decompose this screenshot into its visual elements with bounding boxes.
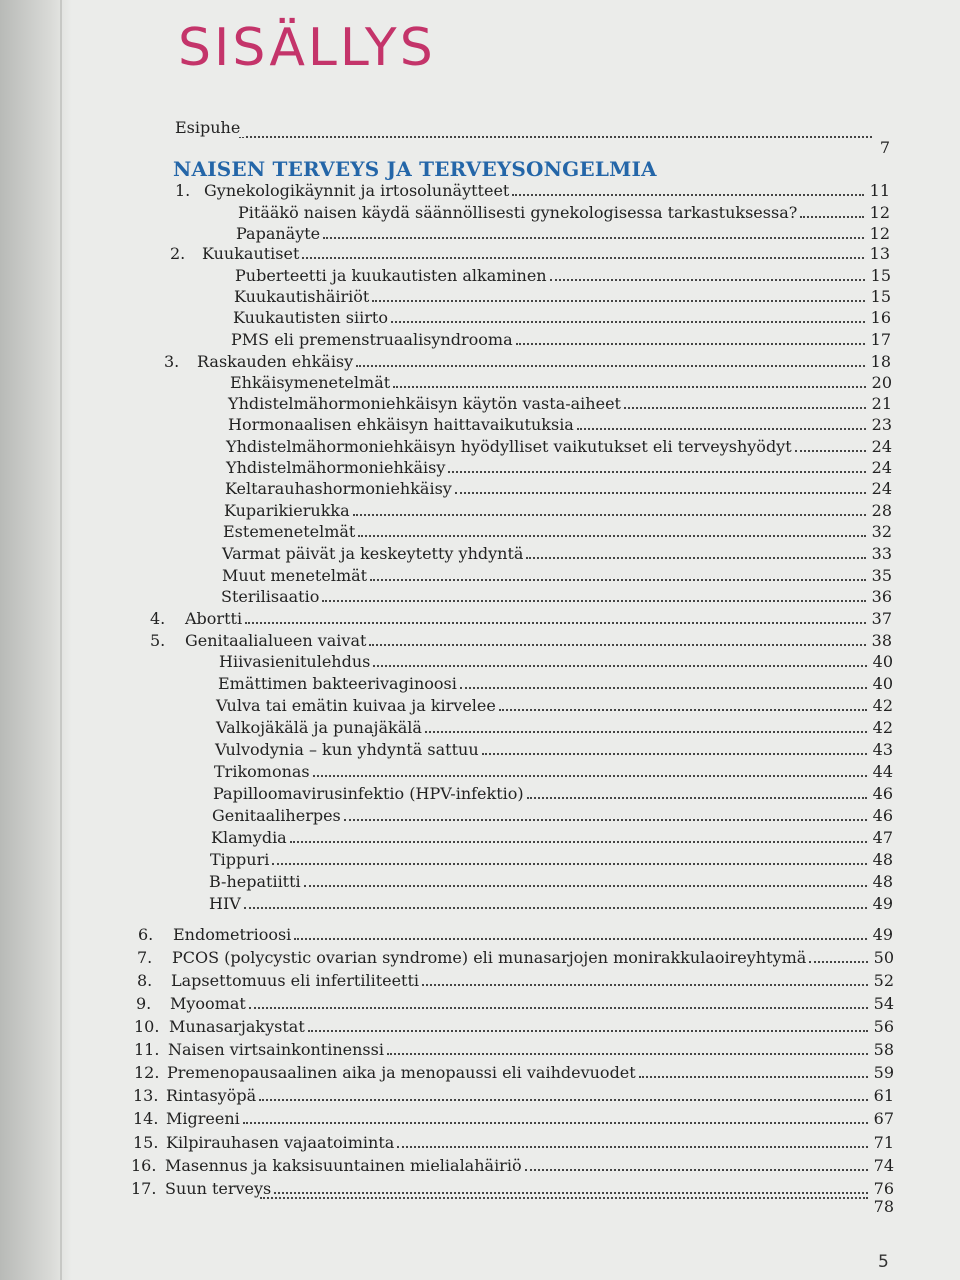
toc-entry-label: Rintasyöpä: [166, 1086, 257, 1105]
leader-dots: [516, 342, 865, 345]
toc-entry-label: Kuukautishäiriöt: [234, 287, 370, 306]
leader-dots: [344, 818, 867, 821]
toc-entry[interactable]: [133, 1132, 894, 1153]
leader-dots: [272, 862, 867, 865]
leader-dots: [260, 1196, 868, 1199]
toc-entry-label: Hormonaalisen ehkäisyn haittavaikutuksia: [228, 415, 574, 434]
toc-entry[interactable]: [219, 651, 893, 672]
toc-entry-number: 6.: [138, 925, 154, 944]
toc-entry-label: Yhdistelmähormoniehkäisyn käytön vasta-aiheet: [228, 394, 621, 413]
toc-entry[interactable]: [218, 673, 893, 694]
leader-dots: [369, 643, 866, 646]
leader-dots: [244, 906, 867, 909]
toc-entry-page: 44: [872, 762, 893, 781]
toc-entry-page: 15: [870, 266, 891, 285]
toc-entry-number: 16.: [131, 1156, 157, 1175]
toc-entry-label: Migreeni: [166, 1109, 240, 1128]
toc-entry[interactable]: [150, 630, 892, 651]
toc-entry[interactable]: [137, 970, 894, 991]
leader-dots: [313, 774, 867, 777]
toc-entry[interactable]: [221, 586, 892, 607]
toc-entry-label: Kuukautiset: [202, 244, 300, 263]
leader-dots: [393, 385, 866, 388]
toc-entry-label: HIV: [209, 894, 241, 913]
leader-dots: [245, 621, 866, 624]
toc-entry[interactable]: [236, 223, 890, 244]
toc-entry[interactable]: [170, 243, 890, 264]
leader-dots: [391, 320, 865, 323]
leader-dots: [499, 708, 867, 711]
leader-dots: [302, 256, 864, 259]
toc-entry-label: Valkojäkälä ja punajäkälä: [216, 718, 422, 737]
toc-entry[interactable]: [222, 543, 892, 564]
toc-entry[interactable]: [164, 351, 891, 372]
toc-entry-page: 46: [872, 784, 893, 803]
leader-dots: [639, 1075, 868, 1078]
toc-entry[interactable]: [138, 924, 893, 945]
toc-entry[interactable]: [212, 805, 893, 826]
toc-entry[interactable]: [209, 871, 893, 892]
toc-entry-page: 67: [873, 1109, 894, 1128]
toc-entry-page: 48: [872, 872, 893, 891]
toc-entry[interactable]: [131, 1155, 894, 1176]
toc-entry-label: Abortti: [185, 609, 243, 628]
leader-dots: [370, 578, 866, 581]
leader-dots: [322, 599, 866, 602]
toc-entry-number: 4.: [150, 609, 166, 628]
toc-entry-label: Keltarauhashormoniehkäisy: [225, 479, 452, 498]
leader-dots: [795, 449, 866, 452]
toc-entry-label: Yhdistelmähormoniehkäisyn hyödylliset vaikutukset eli terveyshyödyt: [226, 437, 792, 456]
toc-entry-label: Premenopausaalinen aika ja menopaussi eli vaihdevuodet: [167, 1063, 636, 1082]
toc-entry[interactable]: [238, 202, 890, 223]
toc-entry-page: 49: [872, 894, 893, 913]
toc-entry-page: 15: [870, 287, 891, 306]
toc-entry[interactable]: [134, 1039, 894, 1060]
toc-entry-page: 32: [871, 522, 892, 541]
toc-entry-page: 78: [873, 1197, 894, 1216]
toc-entry[interactable]: [214, 761, 893, 782]
toc-entry-label: Lapsettomuus eli infertiliteetti: [171, 971, 420, 990]
leader-dots: [800, 215, 864, 218]
toc-entry-page: 76: [873, 1179, 894, 1198]
leader-dots: [304, 884, 867, 887]
leader-dots: [425, 730, 867, 733]
leader-dots: [460, 686, 867, 689]
leader-dots: [353, 513, 866, 516]
toc-entry[interactable]: [213, 783, 893, 804]
toc-entry-label: Masennus ja kaksisuuntainen mielialahäiriö: [165, 1156, 522, 1175]
leader-dots: [397, 1145, 868, 1148]
leader-dots: [527, 796, 867, 799]
toc-entry-label: Endometrioosi: [173, 925, 292, 944]
toc-entry-page: 61: [873, 1086, 894, 1105]
toc-entry-number: 9.: [136, 994, 152, 1013]
toc-entry[interactable]: [134, 1062, 894, 1083]
toc-entry-page: 23: [871, 415, 892, 434]
toc-entry-page: 36: [871, 587, 892, 606]
toc-entry[interactable]: [215, 739, 893, 760]
toc-entry-page: 37: [871, 609, 892, 628]
toc-entry[interactable]: [228, 414, 892, 435]
toc-entry-label: Munasarjakystat: [169, 1017, 305, 1036]
toc-entry-page: 38: [871, 631, 892, 650]
toc-entry-label: Papanäyte: [236, 224, 321, 243]
toc-entry[interactable]: [233, 307, 891, 328]
toc-entry-page: 20: [871, 373, 892, 392]
toc-entry-label: Papilloomavirusinfektio (HPV-infektio): [213, 784, 524, 803]
toc-entry-label: Naisen virtsainkontinenssi: [168, 1040, 384, 1059]
leader-dots: [387, 1052, 868, 1055]
toc-entry-page: 42: [872, 696, 893, 715]
toc-entry-page: 42: [872, 718, 893, 737]
toc-entry[interactable]: [150, 608, 892, 629]
toc-entry-label: Myoomat: [170, 994, 246, 1013]
toc-entry-label: Kuparikierukka: [224, 501, 350, 520]
toc-entry[interactable]: [209, 893, 893, 914]
toc-entry-number: 2.: [170, 244, 186, 263]
toc-entry-label: Vulva tai emätin kuivaa ja kirvelee: [216, 696, 496, 715]
leader-dots: [550, 278, 865, 281]
toc-entry-page: 11: [869, 181, 890, 200]
toc-entry-label: Sterilisaatio: [221, 587, 320, 606]
toc-entry[interactable]: [211, 827, 893, 848]
toc-entry-label: Raskauden ehkäisy: [197, 352, 354, 371]
toc-entry-label: Yhdistelmähormoniehkäisy: [226, 458, 446, 477]
toc-trailing-page: [260, 1196, 894, 1217]
leader-dots: [249, 1006, 868, 1009]
toc-entry-page: 28: [871, 501, 892, 520]
toc-entry-number: 1.: [175, 181, 191, 200]
toc-entry-page: 12: [869, 203, 890, 222]
toc-entry-label: Pitääkö naisen käydä säännöllisesti gynekologisessa tarkastuksessa?: [238, 203, 798, 222]
toc-entry-number: 8.: [137, 971, 153, 990]
leader-dots: [373, 664, 867, 667]
toc-entry-label: Vulvodynia – kun yhdyntä sattuu: [215, 740, 479, 759]
toc-entry-page: 35: [871, 566, 892, 585]
toc-entry-page: 46: [872, 806, 893, 825]
toc-entry[interactable]: [223, 521, 892, 542]
toc-entry-label: Genitaaliherpes: [212, 806, 341, 825]
toc-entry-label: Ehkäisymenetelmät: [230, 373, 391, 392]
leader-dots: [526, 556, 866, 559]
toc-entry[interactable]: [134, 1016, 894, 1037]
leader-dots: [290, 840, 867, 843]
toc-entry-number: 14.: [133, 1109, 159, 1128]
section-heading: NAISEN TERVEYS JA TERVEYSONGELMIA: [173, 157, 661, 181]
leader-dots: [482, 752, 867, 755]
toc-entry[interactable]: [225, 478, 892, 499]
toc-entry-page: 7: [879, 138, 890, 157]
toc-entry-label: Esipuhe: [175, 118, 244, 137]
toc-entry-number: 13.: [133, 1086, 159, 1105]
leader-dots: [448, 470, 866, 473]
toc-entry-label: PMS eli premenstruaalisyndrooma: [231, 330, 513, 349]
toc-entry-label: Gynekologikäynnit ja irtosolunäytteet: [204, 181, 510, 200]
toc-entry-label: Tippuri: [210, 850, 270, 869]
toc-entry[interactable]: [226, 457, 892, 478]
leader-dots: [455, 491, 866, 494]
toc-entry[interactable]: [222, 565, 892, 586]
leader-dots: [274, 1191, 868, 1194]
toc-entry-label: Kuukautisten siirto: [233, 308, 388, 327]
toc-entry[interactable]: [137, 947, 894, 968]
toc-entry[interactable]: [231, 329, 891, 350]
page-title: SISÄLLYS: [178, 18, 436, 78]
toc-entry-page: 12: [869, 224, 890, 243]
leader-dots: [308, 1029, 868, 1032]
toc-entry-page: 54: [873, 994, 894, 1013]
toc-entry-page: 40: [872, 674, 893, 693]
toc-entry-page: 52: [873, 971, 894, 990]
toc-entry-label: B-hepatiitti: [209, 872, 301, 891]
toc-entry-label: Varmat päivät ja keskeytetty yhdyntä: [222, 544, 524, 563]
leader-dots: [356, 364, 865, 367]
toc-entry-page: 16: [870, 308, 891, 327]
toc-entry-number: 11.: [134, 1040, 160, 1059]
toc-entry-label: Muut menetelmät: [222, 566, 368, 585]
toc-entry-page: 43: [872, 740, 893, 759]
leader-dots: [809, 960, 868, 963]
toc-entry-label: Trikomonas: [214, 762, 310, 781]
toc-entry[interactable]: [228, 393, 892, 414]
leader-dots: [422, 983, 868, 986]
toc-entry-number: 10.: [134, 1017, 160, 1036]
toc-entry-label: Suun terveys: [165, 1179, 272, 1198]
leader-dots: [323, 236, 864, 239]
toc-entry-page: 56: [873, 1017, 894, 1036]
leader-dots: [624, 406, 866, 409]
toc-entry-page: 49: [872, 925, 893, 944]
toc-entry[interactable]: [230, 372, 892, 393]
leader-dots: [577, 427, 866, 430]
leader-dots: [294, 937, 867, 940]
toc-entry[interactable]: [133, 1108, 894, 1129]
toc-entry[interactable]: [224, 500, 892, 521]
toc-entry-page: 13: [869, 244, 890, 263]
toc-entry-page: 58: [873, 1040, 894, 1059]
toc-entry[interactable]: [234, 286, 891, 307]
leader-dots: [243, 1121, 868, 1124]
toc-entry-number: 3.: [164, 352, 180, 371]
toc-entry-page: 17: [870, 330, 891, 349]
toc-entry-number: 15.: [133, 1133, 159, 1152]
toc-entry[interactable]: [226, 436, 892, 457]
toc-entry-page: 48: [872, 850, 893, 869]
toc-entry-page: 18: [870, 352, 891, 371]
toc-entry[interactable]: [216, 717, 893, 738]
toc-entry[interactable]: [210, 849, 893, 870]
toc-entry-number: 7.: [137, 948, 153, 967]
toc-entry-label: Klamydia: [211, 828, 287, 847]
toc-entry-page: 50: [873, 948, 894, 967]
toc-entry-number: 5.: [150, 631, 166, 650]
toc-entry[interactable]: [175, 180, 890, 201]
toc-entry-page: 33: [871, 544, 892, 563]
leader-dots: [525, 1168, 868, 1171]
toc-entry-page: 47: [872, 828, 893, 847]
toc-entry-page: 21: [871, 394, 892, 413]
toc-entry-label: Hiivasienitulehdus: [219, 652, 371, 671]
toc-entry[interactable]: [133, 1085, 894, 1106]
toc-entry-page: 40: [872, 652, 893, 671]
leader-dots: [512, 193, 864, 196]
toc-entry-label: Puberteetti ja kuukautisten alkaminen: [235, 266, 547, 285]
toc-entry-label: PCOS (polycystic ovarian syndrome) eli munasarjojen monirakkulaoireyhtymä: [172, 948, 807, 967]
toc-entry-page: 24: [871, 437, 892, 456]
toc-entry[interactable]: [235, 265, 891, 286]
leader-dots: [358, 534, 866, 537]
toc-entry-label: Emättimen bakteerivaginoosi: [218, 674, 457, 693]
toc-entry-page: 74: [873, 1156, 894, 1175]
leader-dots: [372, 299, 865, 302]
toc-entry-number: 12.: [134, 1063, 160, 1082]
leader-dots: [259, 1098, 868, 1101]
toc-entry[interactable]: [216, 695, 893, 716]
toc-entry-number: 17.: [131, 1179, 157, 1198]
toc-entry-page: 24: [871, 458, 892, 477]
toc-entry-label: Kilpirauhasen vajaatoiminta: [166, 1133, 395, 1152]
toc-entry-page: 71: [873, 1133, 894, 1152]
toc-entry-label: Estemenetelmät: [223, 522, 356, 541]
toc-entry-page: 24: [871, 479, 892, 498]
page-number: 5: [878, 1252, 889, 1272]
toc-entry-page: 59: [873, 1063, 894, 1082]
toc-entry-label: Genitaalialueen vaivat: [185, 631, 367, 650]
toc-entry[interactable]: [136, 993, 894, 1014]
